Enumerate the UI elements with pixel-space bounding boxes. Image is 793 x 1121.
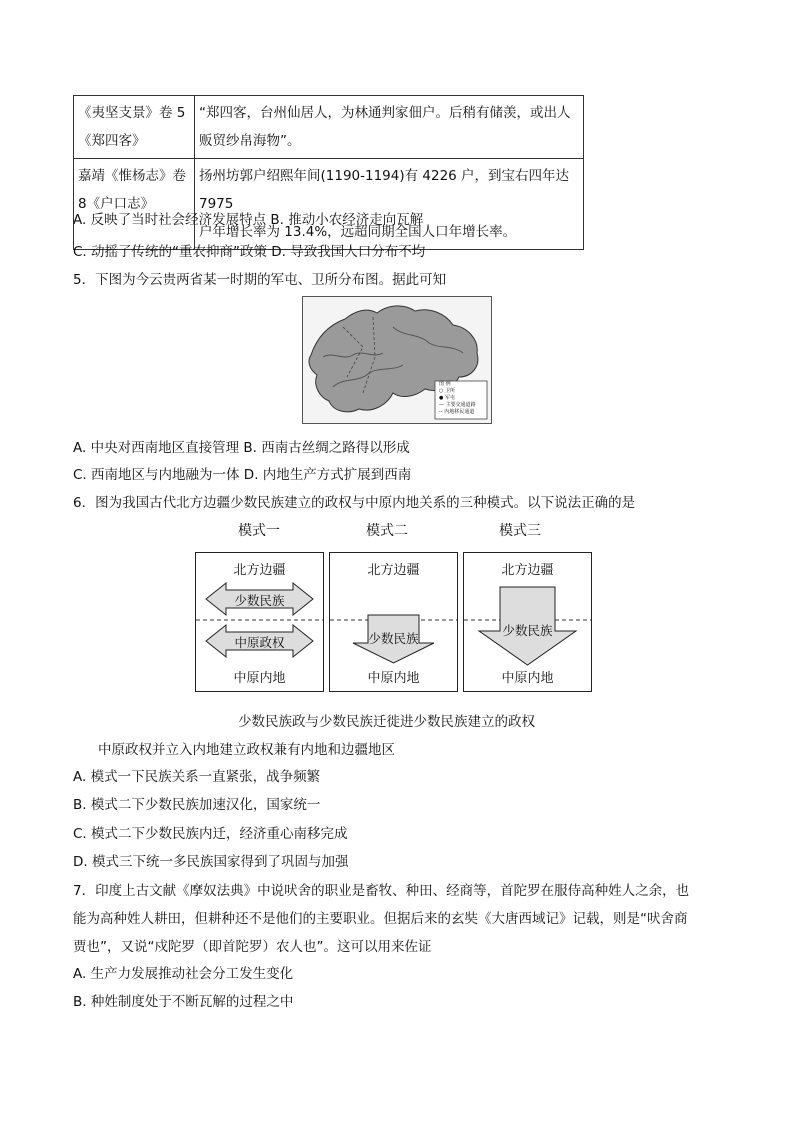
- q4-options-line1[interactable]: A. 反映了当时社会经济发展特点 B. 推动小农经济走向瓦解: [73, 212, 424, 228]
- q7-option-b[interactable]: B. 种姓制度处于不断瓦解的过程之中: [73, 994, 294, 1010]
- cell-text: 贩贸纱帛海物”。: [199, 133, 301, 149]
- cell-text: 8《户口志》: [78, 196, 155, 212]
- legend-title: 图 例: [439, 381, 451, 387]
- q5-stem: 5．下图为今云贵两省某一时期的军屯、卫所分布图。据此可知: [73, 272, 447, 288]
- mode3-panel: [463, 552, 592, 692]
- cell-text: “郑四客，台州仙居人，为林通判家佃户。后稍有储羡，或出人: [199, 105, 571, 121]
- table-cell-content: [195, 159, 584, 250]
- diagram-caption-line2: 中原政权并立入内地建立政权兼有内地和边疆地区: [98, 742, 395, 758]
- q6-option-a[interactable]: A. 模式一下民族关系一直紧张，战争频繁: [73, 769, 321, 785]
- q7-stem-line2: 能为高种姓人耕田，但耕种还不是他们的主要职业。但据后来的玄奘《大唐西域记》记载，则是“吠舍商: [73, 911, 688, 927]
- q7-stem-line3: 贾也”，又说“戍陀罗（即首陀罗）农人也”。这可以用来佐证: [73, 939, 432, 955]
- north-label: 北方边疆: [367, 563, 420, 578]
- cell-text: 扬州坊郭户绍熙年间(1190-1194)有 4226 户，到宝右四年达 7975: [199, 168, 570, 212]
- q6-stem: 6．图为我国古代北方边疆少数民族建立的政权与中原内地关系的三种模式。以下说法正确的是: [73, 495, 636, 511]
- cell-text: 嘉靖《惟杨志》卷: [78, 168, 186, 184]
- south-label: 中原内地: [233, 671, 286, 686]
- legend-item-garrison: ○ 卫所: [439, 388, 455, 394]
- q6-option-b[interactable]: B. 模式二下少数民族加速汉化，国家统一: [73, 797, 321, 813]
- cell-text: 《夷坚支景》卷 5: [78, 105, 186, 121]
- mode1-title: 模式一: [238, 523, 280, 539]
- minority-label: 少数民族: [234, 593, 285, 608]
- legend-label: 军屯: [444, 395, 455, 401]
- cell-text: 《郑四客》: [78, 133, 146, 149]
- legend-label: 卫所: [444, 388, 455, 394]
- q5-options-line2[interactable]: C. 西南地区与内地融为一体 D. 内地生产方式扩展到西南: [73, 467, 412, 483]
- mode2-title: 模式二: [366, 523, 408, 539]
- central-regime-label: 中原政权: [234, 635, 285, 650]
- q7-stem-line1: 7．印度上古文献《摩奴法典》中说吠舍的职业是畜牧、种田、经商等，首陀罗在服侍高种姓人之余，也: [73, 883, 690, 899]
- q7-option-a[interactable]: A. 生产力发展推动社会分工发生变化: [73, 966, 294, 982]
- yungui-map: [302, 296, 492, 424]
- mode1-panel: [195, 552, 324, 692]
- table-row: [74, 96, 584, 159]
- minority-label: 少数民族: [502, 623, 553, 638]
- q6-option-c[interactable]: C. 模式二下少数民族内迁，经济重心南移完成: [73, 826, 348, 842]
- map-legend: [436, 381, 488, 416]
- table-row: [74, 159, 584, 250]
- diagram-caption-line1: 少数民族政与少数民族迁徙进少数民族建立的政权: [238, 714, 535, 730]
- mode2-panel: [329, 552, 458, 692]
- south-label: 中原内地: [501, 671, 554, 686]
- legend-item-military-farm: ● 军屯: [439, 395, 455, 401]
- cell-text: 户年增长率为 13.4%，远超同期全国人口年增长率。: [199, 224, 517, 240]
- q5-options-line1[interactable]: A. 中央对西南地区直接管理 B. 西南古丝绸之路得以形成: [73, 440, 410, 456]
- q6-option-d[interactable]: D. 模式三下统一多民族国家得到了巩固与加强: [73, 854, 349, 870]
- legend-item-road: — 主要交通道路: [439, 402, 476, 408]
- mode3-title: 模式三: [499, 523, 541, 539]
- table-cell-source: [74, 159, 195, 250]
- table-cell-source: [74, 96, 195, 159]
- legend-label: 内地移民通道: [444, 409, 475, 415]
- legend-item-migration: -- 内地移民通道: [439, 409, 475, 415]
- north-label: 北方边疆: [233, 563, 286, 578]
- table-cell-content: [195, 96, 584, 159]
- legend-label: 主要交通道路: [445, 402, 476, 408]
- north-label: 北方边疆: [501, 563, 554, 578]
- q4-options-line2[interactable]: C. 动摇了传统的“重农抑商”政策 D. 导致我国人口分布不均: [73, 244, 426, 260]
- south-label: 中原内地: [367, 671, 420, 686]
- minority-label: 少数民族: [368, 631, 419, 646]
